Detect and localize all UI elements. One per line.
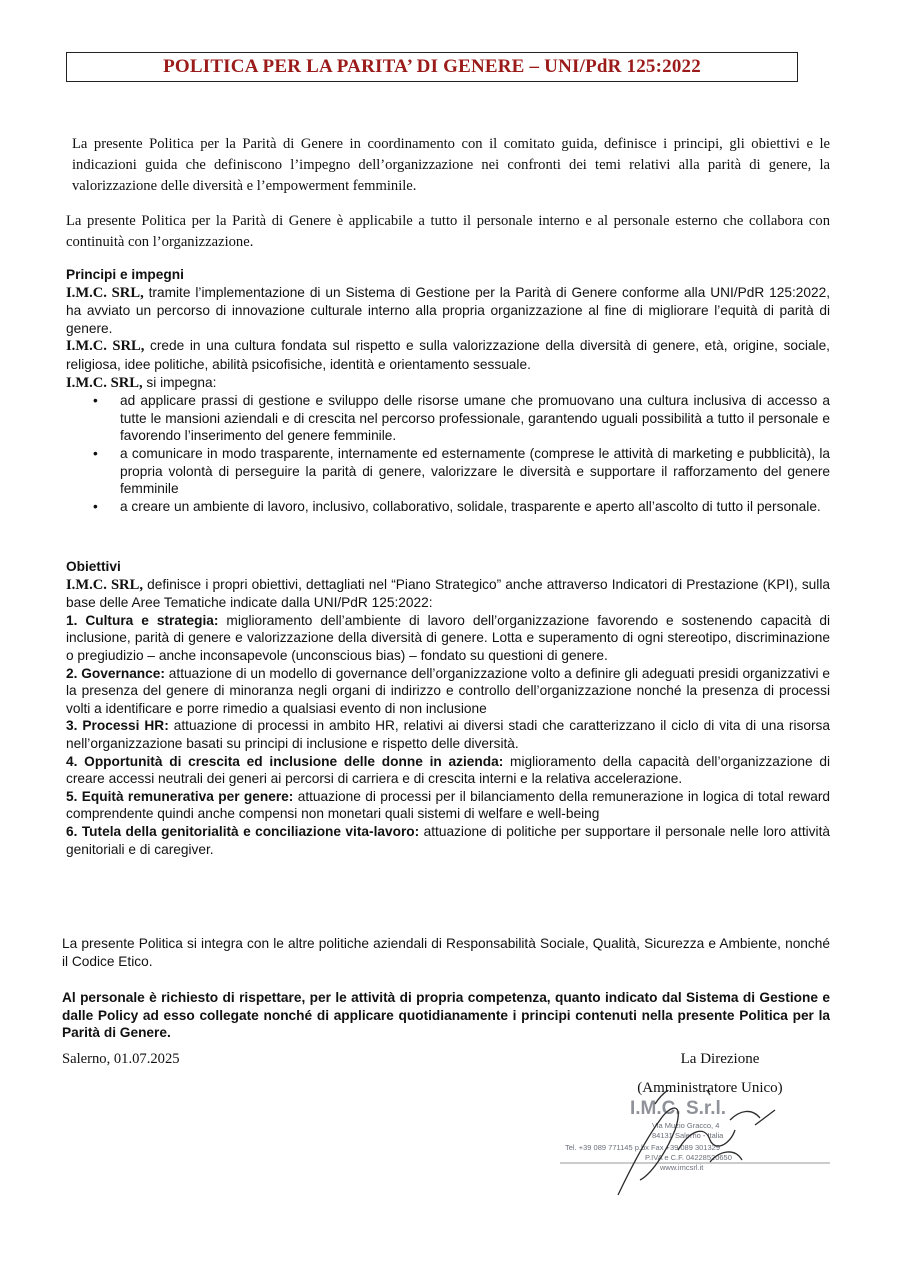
objective-text: attuazione di politiche per supportare il personale nelle loro attività genitoriali e di caregiver. (66, 823, 830, 857)
list-item-text: a comunicare in modo trasparente, internamente ed esternamente (comprese le attività di marketing e pubblicità), la propria volontà di perseguire la parità di genere, valorizzare le diversità e supportare il rafforzamento del genere femminile (120, 445, 830, 497)
signatory-title: La Direzione (680, 1051, 760, 1067)
stamp-line-4: P.IVA e C.F. 04228520650 (645, 1153, 732, 1162)
objective-text: attuazione di processi per il bilanciamento della remunerazione in logica di total reward comprendente quindi anche compensi non monetari quali sistemi di welfare e well-being (66, 788, 830, 822)
objective-title: 4. Opportunità di crescita ed inclusione delle donne in azienda: (66, 753, 504, 769)
bullet-icon: • (93, 393, 98, 409)
objective-item-5 (66, 788, 830, 823)
objective-title: 5. Equità remunerativa per genere: (66, 788, 294, 804)
list-item (66, 445, 830, 498)
objective-item-6 (66, 823, 830, 858)
objective-item-1 (66, 612, 830, 665)
company-stamp (560, 1090, 830, 1200)
objective-text: miglioramento della capacità dell’organizzazione di creare accessi neutrali dei generi ai percorsi di carriera e di crescita interni e la relativa accelerazione. (66, 753, 830, 787)
bullet-icon: • (93, 445, 98, 461)
principi-paragraph-3 (66, 374, 830, 393)
objective-text: miglioramento dell’ambiente di lavoro dell’organizzazione favorendo e sostenendo capacità di inclusione, parità di genere e valorizzazione della diversità di genere. Lotta e superamento di ogni stereotipo, discriminazione o pregiudizio – anche inconsapevole (unconscious bias) – fondato su questioni di genere. (66, 612, 830, 663)
company-name: I.M.C. SRL, (66, 284, 144, 301)
objective-item-2 (66, 665, 830, 718)
page-title: POLITICA PER LA PARITA’ DI GENERE – UNI/PdR 125:2022 (163, 56, 701, 77)
list-item-text: ad applicare prassi di gestione e sviluppo delle risorse umane che promuovano una cultura inclusiva di accesso a tutte le mansioni aziendali e di crescita nel percorso professionale, garantendo uguali possibilità a tutto il personale e favorendo l’inserimento del genere femminile. (120, 393, 830, 444)
intro-paragraph-1: La presente Politica per la Parità di Genere in coordinamento con il comitato guida, definisce i principi, gli obiettivi e le indicazioni guida che definiscono l’impegno dell’organizzazione nei confronti dei temi relativi alla parità di genere, la valorizzazione delle diversità e l’empowerment femminile. (72, 136, 830, 194)
objective-item-3 (66, 717, 830, 752)
obiettivi-section (66, 558, 830, 858)
objective-text: attuazione di un modello di governance dell’organizzazione volto a definire gli adeguati presidi organizzativi e la presenza del genere di minoranza negli organi di indirizzo e controllo dell’organizzazione nonché la presenza di processi volti a identificare e porre rimedio a qualsiasi evento di non inclusione (66, 665, 830, 716)
objective-item-4 (66, 753, 830, 788)
stamp-line-2: 84131 Salerno - Italia (652, 1131, 724, 1140)
stamp-line-5: www.imcsrl.it (660, 1163, 704, 1172)
stamp-company: I.M.C. S.r.l. (630, 1098, 727, 1119)
principi-paragraph-1 (66, 284, 830, 338)
principi-section (66, 266, 830, 515)
objective-text: attuazione di processi in ambito HR, relativi ai diversi stadi che caratterizzano il ciclo di vita di una risorsa nell’organizzazione basati su principi di inclusione e rispetto delle diversità. (66, 718, 831, 751)
principi-paragraph-2 (66, 337, 830, 373)
intro-paragraph-2: La presente Politica per la Parità di Genere è applicabile a tutto il personale interno e al personale esterno che collabora con continuità con l’organizzazione. (66, 213, 830, 250)
principi-heading: Principi e impegni (66, 267, 184, 282)
company-name: I.M.C. SRL, (66, 338, 145, 355)
principi-text-2: crede in una cultura fondata sul rispetto e sulla valorizzazione della diversità di genere, età, origine, sociale, religiosa, idee politiche, abilità psicofisiche, identità e orientamento sessuale. (66, 338, 830, 372)
list-item (66, 498, 830, 516)
company-name: I.M.C. SRL, (66, 576, 143, 593)
principi-text-3: si impegna: (142, 374, 217, 390)
stamp-line-1: Via Muzio Gracco, 4 (652, 1121, 720, 1130)
title-box (66, 52, 798, 82)
signatory-role: (Amministratore Unico) (637, 1080, 783, 1096)
place-date: Salerno, 01.07.2025 (62, 1051, 180, 1067)
objective-title: 2. Governance: (66, 665, 165, 681)
company-name: I.M.C. SRL, (66, 374, 143, 391)
commitment-list (66, 392, 830, 515)
objective-title: 6. Tutela della genitorialità e conciliazione vita-lavoro: (66, 823, 420, 839)
objective-title: 3. Processi HR: (66, 718, 169, 734)
principi-text-1: tramite l’implementazione di un Sistema di Gestione per la Parità di Genere conforme alla UNI/PdR 125:2022, ha avviato un percorso di innovazione culturale interno alla propria organizzazione al fine di migliorare l’equità di parità di genere. (66, 284, 831, 336)
stamp-line-3: Tel. +39 089 771145 p.bx Fax +39 089 301329 (565, 1143, 720, 1152)
obiettivi-heading: Obiettivi (66, 559, 121, 574)
list-item-text: a creare un ambiente di lavoro, inclusivo, collaborativo, solidale, trasparente e aperto all’ascolto di tutto il personale. (120, 498, 821, 514)
closing-bold-paragraph: Al personale è richiesto di rispettare, per le attività di propria competenza, quanto indicato dal Sistema di Gestione e dalle Policy ad esso collegate nonché di applicare quotidianamente i principi contenuti nella presente Politica per la Parità di Genere. (62, 990, 830, 1041)
obiettivi-intro (66, 576, 830, 612)
objective-title: 1. Cultura e strategia: (66, 612, 219, 628)
obiettivi-intro-text: definisce i propri obiettivi, dettagliati nel “Piano Strategico” anche attraverso Indicatori di Prestazione (KPI), sulla base delle Aree Tematiche indicate dalla UNI/PdR 125:2022: (66, 576, 830, 611)
list-item (66, 392, 830, 445)
closing-paragraph: La presente Politica si integra con le altre politiche aziendali di Responsabilità Sociale, Qualità, Sicurezza e Ambiente, nonché il Codice Etico. (62, 936, 830, 969)
bullet-icon: • (93, 498, 98, 514)
